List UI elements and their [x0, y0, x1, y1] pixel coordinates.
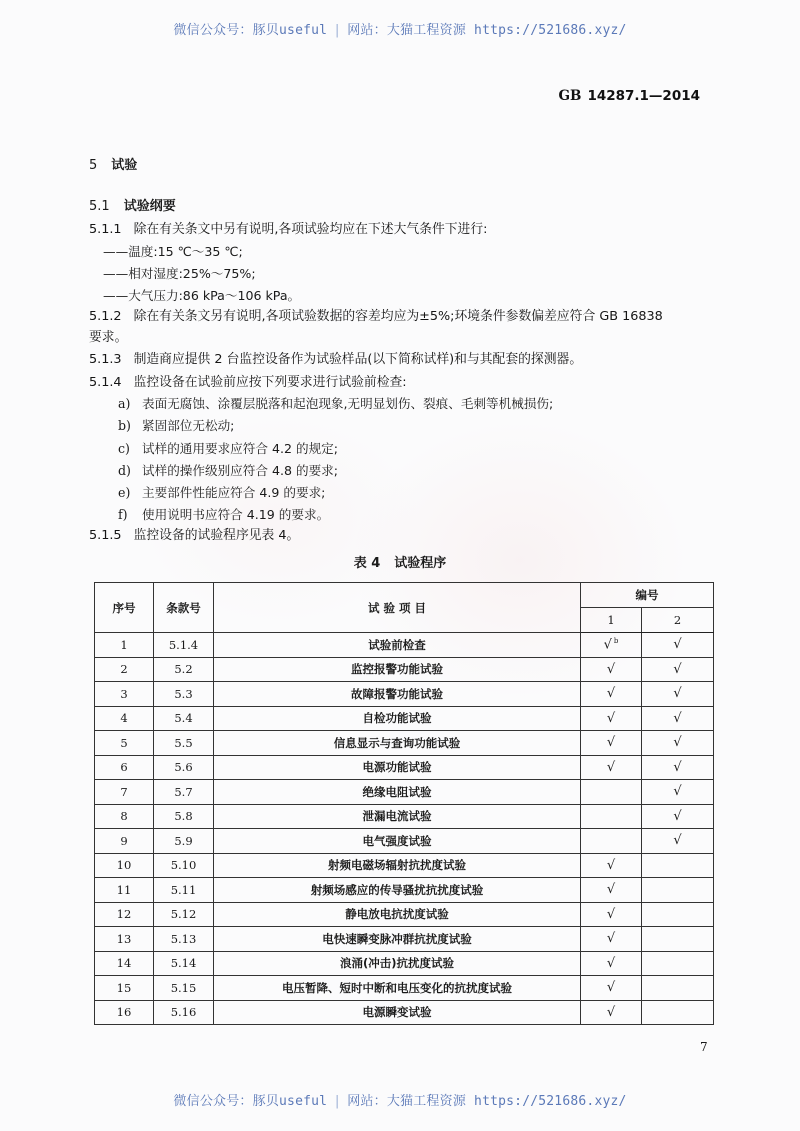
table-caption: 试验程序	[394, 556, 447, 571]
table-row	[95, 682, 714, 707]
watermark-website: 网站：大猫工程资源 https://521686.xyz/	[347, 1094, 627, 1109]
check-mark-icon: √	[673, 784, 682, 800]
subsection-title: 试验纲要	[123, 199, 176, 214]
cell-sample-2	[642, 755, 714, 780]
check-mark-icon: √	[606, 686, 616, 702]
cell-clause: 5.14	[154, 951, 214, 976]
cell-clause: 5.15	[154, 976, 214, 1001]
table-row	[95, 1000, 714, 1025]
cell-seq: 4	[95, 706, 154, 731]
cell-sample-1	[581, 682, 642, 707]
condition-pressure: ——大气压力:86 kPa～106 kPa。	[103, 288, 301, 303]
cell-seq: 9	[95, 829, 154, 854]
cell-test-item: 静电放电抗扰度试验	[214, 902, 581, 927]
check-item-d: d) 试样的操作级别应符合 4.8 的要求;	[118, 463, 338, 478]
check-mark-icon: √	[606, 931, 616, 947]
cell-sample-1	[581, 755, 642, 780]
cell-test-item: 电快速瞬变脉冲群抗扰度试验	[214, 927, 581, 952]
cell-test-item: 电源功能试验	[214, 755, 581, 780]
cell-sample-2	[642, 878, 714, 903]
header-seq: 序号	[95, 583, 154, 633]
clause-number: 5.1.3	[89, 352, 122, 367]
cell-clause: 5.9	[154, 829, 214, 854]
check-item-b: b) 紧固部位无松动;	[118, 418, 235, 433]
table-row	[95, 731, 714, 756]
cell-sample-2	[642, 706, 714, 731]
cell-seq: 16	[95, 1000, 154, 1025]
cell-test-item: 自检功能试验	[214, 706, 581, 731]
table-row	[95, 804, 714, 829]
table-row	[95, 951, 714, 976]
cell-seq: 1	[95, 633, 154, 658]
cell-sample-2	[642, 976, 714, 1001]
cell-clause: 5.8	[154, 804, 214, 829]
table-row	[95, 902, 714, 927]
check-item-c: c) 试样的通用要求应符合 4.2 的规定;	[118, 441, 338, 456]
clause-number: 5.1.2	[89, 309, 122, 324]
cell-sample-1	[581, 633, 642, 658]
header-test-item: 试 验 项 目	[214, 583, 581, 633]
cell-test-item: 射频电磁场辐射抗扰度试验	[214, 853, 581, 878]
check-mark-icon: √	[606, 710, 616, 726]
check-mark-icon: √	[673, 759, 682, 775]
cell-test-item: 信息显示与查询功能试验	[214, 731, 581, 756]
clause-5-1-5	[89, 526, 709, 546]
check-mark-icon: √	[673, 686, 682, 702]
check-item-e: e) 主要部件性能应符合 4.9 的要求;	[118, 485, 326, 500]
table-row	[95, 657, 714, 682]
check-mark-icon: √	[673, 808, 682, 824]
clause-number: 5.1.5	[89, 528, 122, 543]
check-mark-icon: √	[673, 710, 682, 726]
cell-sample-1	[581, 976, 642, 1001]
cell-seq: 6	[95, 755, 154, 780]
standard-number	[558, 88, 700, 104]
cell-test-item: 电压暂降、短时中断和电压变化的抗扰度试验	[214, 976, 581, 1001]
header-sample-number: 编号	[581, 583, 714, 608]
table-number: 表 4	[353, 556, 381, 571]
cell-sample-2	[642, 853, 714, 878]
watermark-wechat: 微信公众号：豚贝useful	[173, 23, 328, 38]
cell-sample-1	[581, 731, 642, 756]
check-mark-icon: √	[673, 735, 682, 751]
cell-clause: 5.16	[154, 1000, 214, 1025]
cell-sample-2	[642, 902, 714, 927]
cell-clause: 5.11	[154, 878, 214, 903]
cell-clause: 5.5	[154, 731, 214, 756]
check-mark-icon: √	[606, 955, 616, 971]
cell-sample-2	[642, 657, 714, 682]
table-row	[95, 927, 714, 952]
cell-test-item: 故障报警功能试验	[214, 682, 581, 707]
cell-sample-2	[642, 804, 714, 829]
cell-test-item: 监控报警功能试验	[214, 657, 581, 682]
cell-seq: 7	[95, 780, 154, 805]
check-mark-icon: √	[606, 759, 616, 775]
cell-test-item: 电源瞬变试验	[214, 1000, 581, 1025]
section-number: 5	[89, 158, 98, 173]
cell-test-item: 试验前检查	[214, 633, 581, 658]
cell-sample-1	[581, 780, 642, 805]
cell-clause: 5.13	[154, 927, 214, 952]
check-item-a: a) 表面无腐蚀、涂覆层脱落和起泡现象,无明显划伤、裂痕、毛刺等机械损伤;	[118, 396, 554, 411]
clause-text: 监控设备的试验程序见表 4。	[133, 528, 300, 543]
section-title: 试验	[111, 158, 138, 173]
cell-sample-1	[581, 829, 642, 854]
cell-sample-1	[581, 657, 642, 682]
check-mark-icon: √	[673, 661, 682, 677]
table-row	[95, 878, 714, 903]
cell-sample-2	[642, 1000, 714, 1025]
cell-test-item: 射频场感应的传导骚扰抗扰度试验	[214, 878, 581, 903]
check-item-f: f) 使用说明书应符合 4.19 的要求。	[118, 507, 330, 522]
header-sample-2: 2	[642, 608, 714, 633]
page-number: 7	[700, 1040, 708, 1054]
header-sample-1: 1	[581, 608, 642, 633]
table-row	[95, 853, 714, 878]
check-mark-icon: √	[673, 833, 682, 849]
table-header-row	[95, 583, 714, 608]
header-clause: 条款号	[154, 583, 214, 633]
section-heading	[89, 154, 137, 173]
cell-test-item: 泄漏电流试验	[214, 804, 581, 829]
cell-sample-1	[581, 902, 642, 927]
clause-text: 制造商应提供 2 台监控设备作为试验样品(以下简称试样)和与其配套的探测器。	[133, 352, 583, 367]
check-mark-icon: √	[606, 980, 616, 996]
cell-clause: 5.12	[154, 902, 214, 927]
cell-seq: 12	[95, 902, 154, 927]
cell-seq: 14	[95, 951, 154, 976]
cell-seq: 3	[95, 682, 154, 707]
check-mark-icon: √	[606, 661, 616, 677]
cell-seq: 5	[95, 731, 154, 756]
cell-seq: 15	[95, 976, 154, 1001]
clause-5-1-1	[89, 220, 709, 240]
clause-5-1-3	[89, 350, 709, 370]
cell-sample-2	[642, 951, 714, 976]
cell-sample-1	[581, 853, 642, 878]
cell-sample-2	[642, 633, 714, 658]
cell-test-item: 电气强度试验	[214, 829, 581, 854]
table-row	[95, 706, 714, 731]
subsection-heading	[89, 195, 176, 214]
cell-test-item: 浪涌(冲击)抗扰度试验	[214, 951, 581, 976]
watermark-website: 网站：大猫工程资源 https://521686.xyz/	[347, 23, 627, 38]
check-mark-icon: √	[603, 637, 612, 653]
clause-number: 5.1.4	[89, 375, 122, 390]
standard-prefix: GB	[558, 88, 582, 104]
cell-sample-1	[581, 878, 642, 903]
check-mark-icon: √	[606, 735, 616, 751]
table-row	[95, 633, 714, 658]
watermark-separator: |	[333, 1094, 342, 1109]
cell-clause: 5.6	[154, 755, 214, 780]
condition-humidity: ——相对湿度:25%～75%;	[103, 266, 256, 281]
clause-text: 除在有关条文中另有说明,各项试验均应在下述大气条件下进行:	[133, 222, 488, 237]
cell-sample-1	[581, 1000, 642, 1025]
cell-sample-2	[642, 780, 714, 805]
watermark-bottom	[0, 1090, 800, 1109]
table-row	[95, 829, 714, 854]
cell-sample-1	[581, 804, 642, 829]
cell-sample-2	[642, 829, 714, 854]
watermark-top	[0, 19, 800, 38]
test-procedure-table	[94, 582, 714, 1025]
cell-sample-1	[581, 951, 642, 976]
cell-seq: 8	[95, 804, 154, 829]
cell-clause: 5.10	[154, 853, 214, 878]
clause-5-1-2-continued: 要求。	[89, 330, 128, 345]
condition-temperature: ——温度:15 ℃～35 ℃;	[103, 244, 243, 259]
clause-5-1-4	[89, 373, 709, 393]
watermark-wechat: 微信公众号：豚贝useful	[173, 1094, 328, 1109]
check-mark-icon: √	[606, 857, 616, 873]
cell-sample-2	[642, 927, 714, 952]
table-row	[95, 755, 714, 780]
clause-text: 监控设备在试验前应按下列要求进行试验前检查:	[133, 375, 407, 390]
cell-sample-2	[642, 682, 714, 707]
cell-clause: 5.7	[154, 780, 214, 805]
check-mark-icon: √	[673, 637, 682, 653]
cell-clause: 5.4	[154, 706, 214, 731]
standard-code: 14287.1—2014	[587, 88, 700, 104]
check-mark-icon: √	[606, 882, 616, 898]
subsection-number: 5.1	[89, 199, 110, 214]
check-mark-icon: √	[606, 1004, 616, 1020]
cell-seq: 10	[95, 853, 154, 878]
cell-test-item: 绝缘电阻试验	[214, 780, 581, 805]
cell-sample-1	[581, 927, 642, 952]
table-row	[95, 780, 714, 805]
cell-sample-2	[642, 731, 714, 756]
clause-text: 除在有关条文另有说明,各项试验数据的容差均应为±5%;环境条件参数偏差应符合 GB 16838	[133, 309, 663, 324]
watermark-separator: |	[333, 23, 342, 38]
cell-seq: 11	[95, 878, 154, 903]
check-mark-icon: √	[606, 906, 616, 922]
table-title	[0, 552, 800, 571]
cell-clause: 5.1.4	[154, 633, 214, 658]
clause-number: 5.1.1	[89, 222, 122, 237]
clause-5-1-2	[89, 307, 709, 327]
cell-clause: 5.2	[154, 657, 214, 682]
cell-seq: 13	[95, 927, 154, 952]
footnote-marker: b	[613, 637, 619, 646]
cell-seq: 2	[95, 657, 154, 682]
cell-sample-1	[581, 706, 642, 731]
table-row	[95, 976, 714, 1001]
cell-clause: 5.3	[154, 682, 214, 707]
